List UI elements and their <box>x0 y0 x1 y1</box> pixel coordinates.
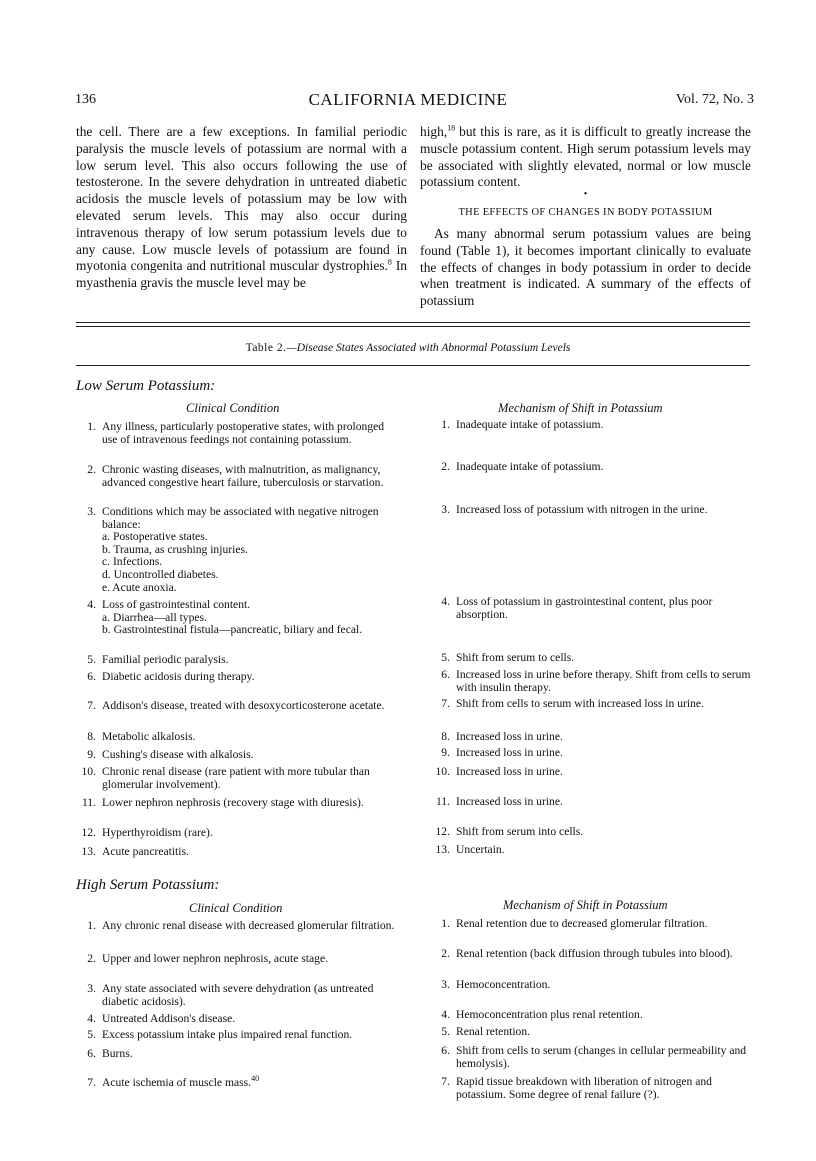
row-number: 9. <box>87 748 96 761</box>
row-text: Acute ischemia of muscle mass.$^{40}$ <box>102 1074 260 1089</box>
row-subitem: d. Uncontrolled diabetes. <box>102 567 219 581</box>
row-number: 1. <box>87 420 96 433</box>
row-number: 12. <box>435 825 450 838</box>
row-text: Increased loss in urine. <box>456 730 563 743</box>
row-subitem: c. Infections. <box>102 555 163 569</box>
row-number: 10. <box>435 765 450 778</box>
reference-mark: 18 <box>447 123 456 133</box>
row-text: Increased loss of potassium with nitrogen in the urine. <box>456 503 708 516</box>
row-number: 6. <box>87 670 96 683</box>
row-number: 2. <box>87 463 96 476</box>
row-text: Shift from serum into cells. <box>456 825 584 838</box>
row-number: 7. <box>441 1075 450 1088</box>
row-text: Increased loss in urine. <box>456 746 563 759</box>
row-number: 4. <box>87 598 96 611</box>
row-number: 1. <box>441 917 450 930</box>
row-text: Lower nephron nephrosis (recovery stage with diuresis). <box>102 796 364 809</box>
low-clinical-header: Clinical Condition <box>186 401 280 415</box>
row-text: Untreated Addison's disease. <box>102 1012 236 1025</box>
row-text: Acute pancreatitis. <box>102 845 189 858</box>
row-number: 8. <box>441 730 450 743</box>
row-number: 13. <box>81 845 96 858</box>
row-text: Increased loss in urine. <box>456 765 563 778</box>
row-text: Renal retention. <box>456 1025 531 1038</box>
table-title <box>0 342 816 354</box>
reference-mark: 40 <box>251 1074 260 1084</box>
row-text: Inadequate intake of potassium. <box>456 460 604 473</box>
row-number: 5. <box>441 651 450 664</box>
row-number: 9. <box>441 746 450 759</box>
row-number: 6. <box>441 668 450 681</box>
row-text: Uncertain. <box>456 843 505 856</box>
row-text: Familial periodic paralysis. <box>102 653 229 666</box>
row-number: 3. <box>87 505 96 518</box>
body-text: In myasthenia gravis the muscle level may be <box>76 258 407 291</box>
row-text: Inadequate intake of potassium. <box>456 418 604 431</box>
row-number: 7. <box>87 1076 96 1089</box>
row-number: 2. <box>441 460 450 473</box>
row-subitem: a. Postoperative states. <box>102 530 208 544</box>
row-number: 4. <box>441 1008 450 1021</box>
section-bullet: • <box>583 189 588 201</box>
row-text: Upper and lower nephron nephrosis, acute stage. <box>102 952 329 965</box>
high-clinical-header: Clinical Condition <box>189 901 283 915</box>
body-column-right <box>420 124 751 310</box>
row-text: Conditions which may be associated with negative nitrogen balance: a. Postoperative states. b. Trauma, as crushing injuries. c. Infections. d. Uncontrolled diabetes. e. Acute anoxia. <box>102 506 398 594</box>
row-text: Increased loss in urine before therapy. Shift from cells to serum with insulin therapy. <box>456 668 751 694</box>
row-number: 5. <box>441 1025 450 1038</box>
table-caption: —Disease States Associated with Abnormal Potassium Levels <box>286 342 571 354</box>
low-mechanism-header: Mechanism of Shift in Potassium <box>498 401 663 415</box>
row-number: 3. <box>441 503 450 516</box>
table-rule-top <box>76 322 750 323</box>
row-number: 7. <box>87 699 96 712</box>
high-mechanism-header: Mechanism of Shift in Potassium <box>503 898 668 912</box>
body-text: the cell. There are a few exceptions. In familial periodic paralysis the muscle levels of potassium are normal with a low serum level. This also occurs following the use of testosterone. In the severe dehydration in untreated diabetic acidosis the muscle levels of potassium may be low with elevated serum levels. This may also occur during intravenous therapy of low serum potassium levels due to any cause. Low muscle levels of potassium are found in myotonia congenita and nutritional muscular dystrophies. <box>76 124 407 274</box>
row-text: Shift from cells to serum (changes in cellular permeability and hemolysis). <box>456 1044 747 1070</box>
row-number: 3. <box>87 982 96 995</box>
row-text: Rapid tissue breakdown with liberation of nitrogen and potassium. Some degree of renal failure (?). <box>456 1075 712 1101</box>
row-number: 1. <box>87 919 96 932</box>
row-text: Any chronic renal disease with decreased glomerular filtration. <box>102 919 395 932</box>
volume-issue: Vol. 72, No. 3 <box>675 92 754 107</box>
row-number: 6. <box>441 1044 450 1057</box>
row-number: 4. <box>441 595 450 608</box>
section-heading: THE EFFECTS OF CHANGES IN BODY POTASSIUM <box>458 207 713 219</box>
row-text: Renal retention (back diffusion through tubules into blood). <box>456 947 733 960</box>
table-caption-rule <box>76 365 750 366</box>
body-column-left <box>76 124 407 292</box>
row-text: Increased loss in urine. <box>456 795 563 808</box>
row-number: 10. <box>81 765 96 778</box>
page-number: 136 <box>75 92 96 107</box>
row-text: Metabolic alkalosis. <box>102 730 196 743</box>
row-number: 4. <box>87 1012 96 1025</box>
row-number: 11. <box>435 795 450 808</box>
row-text: Loss of gastrointestinal content. a. Diarrhea—all types. b. Gastrointestinal fistula—pancreatic, biliary and fecal. <box>102 599 398 637</box>
row-number: 2. <box>441 947 450 960</box>
row-number: 13. <box>435 843 450 856</box>
reference-mark: 8 <box>387 257 392 267</box>
row-text: Loss of potassium in gastrointestinal content, plus poor absorption. <box>456 595 713 621</box>
row-number: 5. <box>87 1028 96 1041</box>
row-text: Shift from serum to cells. <box>456 651 575 664</box>
body-text: As many abnormal serum potassium values are being found (Table 1), it becomes important clinically to evaluate the effects of changes in body potassium in order to decide when treatment is indicated. A summary of the effects of potassium <box>420 225 751 309</box>
row-number: 2. <box>87 952 96 965</box>
row-number: 1. <box>441 418 450 431</box>
row-number: 8. <box>87 730 96 743</box>
row-number: 6. <box>87 1047 96 1060</box>
body-text: high, <box>420 124 448 139</box>
row-text: Any illness, particularly postoperative states, with prolonged use of intravenous feedings not containing potassium. <box>102 420 385 446</box>
table-rule-top-inner <box>76 326 750 327</box>
journal-title: CALIFORNIA MEDICINE <box>308 90 508 109</box>
row-text: Cushing's disease with alkalosis. <box>102 748 254 761</box>
row-text: Shift from cells to serum with increased loss in urine. <box>456 697 704 710</box>
table-label: Table 2. <box>245 342 287 354</box>
row-text: Addison's disease, treated with desoxycorticosterone acetate. <box>102 699 385 712</box>
low-serum-heading: Low Serum Potassium: <box>76 378 216 394</box>
row-text: Diabetic acidosis during therapy. <box>102 670 255 683</box>
body-text: but this is rare, as it is difficult to greatly increase the muscle potassium content. High serum potassium levels may be associated with slightly elevated, normal or low muscle potassium content. <box>420 124 751 190</box>
row-number: 11. <box>81 796 96 809</box>
row-number: 3. <box>441 978 450 991</box>
row-text: Chronic wasting diseases, with malnutrition, as malignancy, advanced congestive heart failure, tuberculosis or starvation. <box>102 463 384 489</box>
row-subitem: e. Acute anoxia. <box>102 580 177 594</box>
row-text: Renal retention due to decreased glomerular filtration. <box>456 917 708 930</box>
row-text: Hyperthyroidism (rare). <box>102 826 213 839</box>
row-subitem: a. Diarrhea—all types. <box>102 610 207 624</box>
row-subitem: b. Gastrointestinal fistula—pancreatic, biliary and fecal. <box>102 623 363 637</box>
row-text: Hemoconcentration. <box>456 978 551 991</box>
row-number: 12. <box>81 826 96 839</box>
row-text: Hemoconcentration plus renal retention. <box>456 1008 643 1021</box>
row-text: Any state associated with severe dehydration (as untreated diabetic acidosis). <box>102 982 374 1008</box>
row-text: Chronic renal disease (rare patient with more tubular than glomerular involvement). <box>102 765 370 791</box>
high-serum-heading: High Serum Potassium: <box>76 877 220 893</box>
row-number: 7. <box>441 697 450 710</box>
row-text: Burns. <box>102 1047 133 1060</box>
row-number: 5. <box>87 653 96 666</box>
row-text: Excess potassium intake plus impaired renal function. <box>102 1028 353 1041</box>
row-subitem: b. Trauma, as crushing injuries. <box>102 542 248 556</box>
